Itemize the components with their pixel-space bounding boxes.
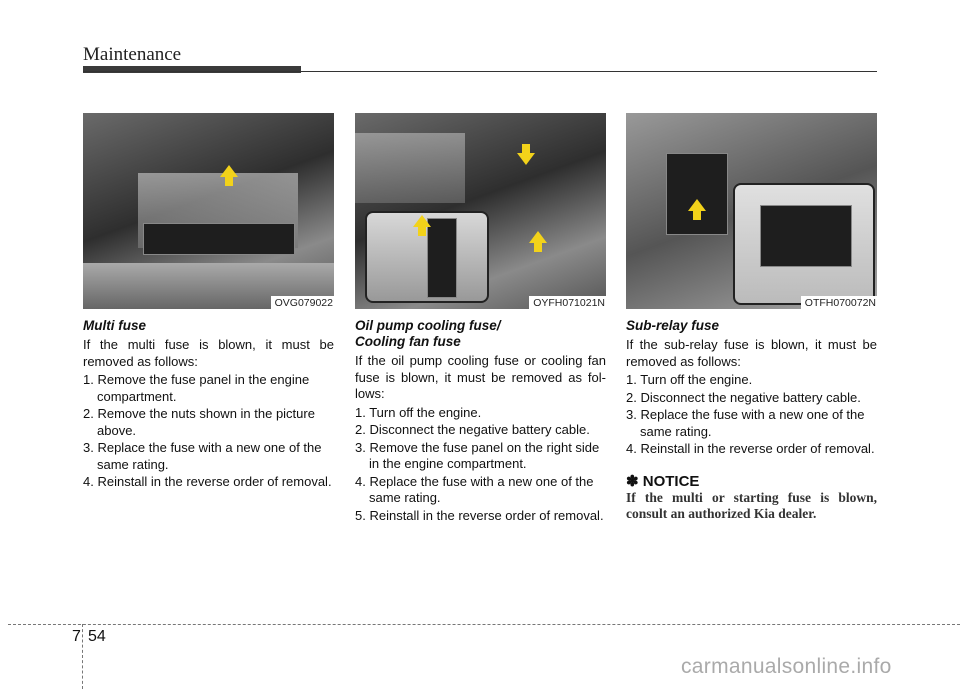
step: 1. Turn off the engine. [626, 372, 753, 387]
step: 2. Disconnect the negative battery cable. [355, 422, 590, 437]
watermark: carmanualsonline.info [681, 655, 892, 678]
image-code: OYFH071021N [529, 296, 606, 309]
notice-title: ✽ NOTICE [626, 472, 700, 490]
step: 1. Remove the fuse panel in the engine compartment. [83, 372, 310, 404]
yellow-arrow-icon [529, 231, 547, 243]
intro: If the sub-relay fuse is blown, it must be removed as follows: [626, 337, 877, 369]
image-code: OVG079022 [271, 296, 334, 309]
heading [355, 318, 606, 350]
step: 2. Remove the nuts shown in the picture above. [83, 406, 315, 438]
yellow-arrow-icon [220, 165, 238, 177]
multi-fuse-photo [83, 113, 334, 309]
yellow-arrow-icon [413, 215, 431, 227]
step: 4. Reinstall in the reverse order of removal. [626, 441, 875, 456]
footer-divider [8, 624, 960, 625]
heading: Multi fuse [83, 318, 146, 333]
heading-line1: Oil pump cooling fuse/ [355, 318, 501, 333]
step: 5. Reinstall in the reverse order of removal. [355, 507, 604, 523]
section-title: Maintenance [83, 44, 182, 65]
image-code: OTFH070072N [801, 296, 877, 309]
yellow-arrow-icon [517, 153, 535, 165]
header-rule [83, 71, 877, 72]
notice-text: If the multi or starting fuse is blown, consult an authorized Kia dealer. [626, 489, 877, 521]
heading: Sub-relay fuse [626, 318, 720, 333]
oil-pump-fuse-photo [355, 113, 606, 309]
step: 3. Replace the fuse with a new one of the same rating. [83, 440, 322, 472]
page-number: 54 [88, 628, 106, 645]
footer-vertical-divider [82, 624, 83, 689]
step: 3. Remove the fuse panel on the right side in the engine compartment. [355, 439, 600, 471]
intro: If the multi fuse is blown, it must be removed as follows: [83, 337, 334, 369]
step: 3. Replace the fuse with a new one of the same rating. [626, 407, 865, 439]
yellow-arrow-icon [688, 199, 706, 211]
step: 4. Replace the fuse with a new one of the same rating. [355, 473, 594, 505]
step: 2. Disconnect the negative battery cable. [626, 389, 861, 405]
heading-line2: Cooling fan fuse [355, 334, 461, 349]
sub-relay-fuse-photo [626, 113, 877, 309]
step: 4. Reinstall in the reverse order of removal. [83, 474, 332, 489]
chapter-number: 7 [72, 628, 81, 645]
column-multi-fuse [83, 113, 334, 492]
step: 1. Turn off the engine. [355, 404, 482, 420]
column-oil-pump-fuse [355, 113, 606, 525]
intro: If the oil pump cooling fuse or cooling fan fuse is blown, it must be removed as fol-lows: [355, 353, 606, 401]
column-sub-relay-fuse [626, 113, 877, 523]
